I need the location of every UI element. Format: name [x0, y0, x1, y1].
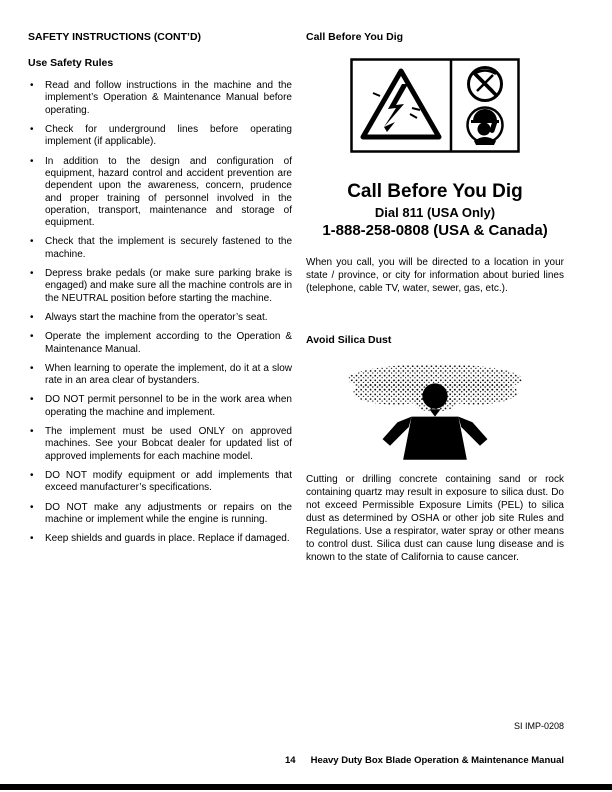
call-before-you-dig-heading: Call Before You Dig — [306, 31, 404, 43]
phone-number-line: 1-888-258-0808 (USA & Canada) — [322, 222, 548, 240]
safety-rule-item: • The implement must be used ONLY on approved machines. See your Bobcat dealer for updated list of approved implements for each machine model. — [28, 426, 292, 463]
silica-dust-paragraph: Cutting or drilling concrete containing sand or rock containing quartz may result in exposure to silica dust. Do not exceed Permissible Exposure Limits (PEL) to silica dust as determined by OSHA or other job site Rules and Regulations. Use a respirator, water spray or other means to control dust. Silica dust can cause lung disease and is known to the state of California to cause cancer. — [306, 474, 564, 564]
avoid-silica-dust-heading: Avoid Silica Dust — [306, 334, 392, 347]
footer-manual-title: Heavy Duty Box Blade Operation & Maintenance Manual — [310, 755, 564, 766]
page-number: 14 — [285, 755, 296, 766]
doc-code: SI IMP-0208 — [513, 721, 564, 731]
use-safety-rules-heading: Use Safety Rules — [28, 56, 114, 69]
call-before-dig-sign — [350, 58, 520, 158]
safety-rule-item: • When learning to operate the implement, do it at a slow rate in an area clear of bystanders. — [28, 363, 292, 388]
safety-instructions-section — [28, 31, 292, 552]
safety-rule-item: • Check that the implement is securely fastened to the machine. — [28, 236, 292, 261]
safety-rule-item: • Read and follow instructions in the machine and the implement’s Operation & Maintenance Manual before operating. — [28, 80, 292, 117]
safety-rule-item: • DO NOT make any adjustments or repairs on the machine or implement while the engine is running. — [28, 502, 292, 527]
safety-rule-item: • DO NOT permit personnel to be in the work area when operating the machine and implement. — [28, 394, 292, 419]
safety-rule-item: • Operate the implement according to the Operation & Maintenance Manual. — [28, 331, 292, 356]
call-before-you-dig-title: Call Before You Dig — [347, 180, 523, 202]
call-info-paragraph: When you call, you will be directed to a location in your state / province, or city for information about buried lines (telephone, cable TV, water, sewer, gas, etc.). — [306, 257, 564, 295]
safety-rule-item: • Depress brake pedals (or make sure parking brake is engaged) and make sure all the machine controls are in the NEUTRAL position before starting the machine. — [28, 268, 292, 305]
safety-rule-item: • Always start the machine from the operator’s seat. — [28, 312, 292, 324]
safety-rules-list — [28, 80, 292, 545]
call-before-dig-sign-graphic — [350, 58, 520, 153]
safety-rule-item: • Check for underground lines before operating implement (if applicable). — [28, 124, 292, 149]
scan-edge-bar — [0, 784, 612, 790]
section-heading: SAFETY INSTRUCTIONS (CONT’D) — [28, 31, 202, 43]
dial-811-line: Dial 811 (USA Only) — [374, 205, 496, 221]
right-column — [306, 31, 564, 564]
safety-rule-item: • In addition to the design and configuration of equipment, hazard control and accident prevention are dependent upon the awareness, concern, prudence and proper training of personnel involved in the operation, transport, maintenance and storage of equipment. — [28, 156, 292, 230]
safety-rule-item: • DO NOT modify equipment or add implements that exceed manufacturer’s specifications. — [28, 470, 292, 495]
silica-dust-figure — [346, 360, 524, 464]
safety-rule-item: • Keep shields and guards in place. Replace if damaged. — [28, 533, 292, 545]
